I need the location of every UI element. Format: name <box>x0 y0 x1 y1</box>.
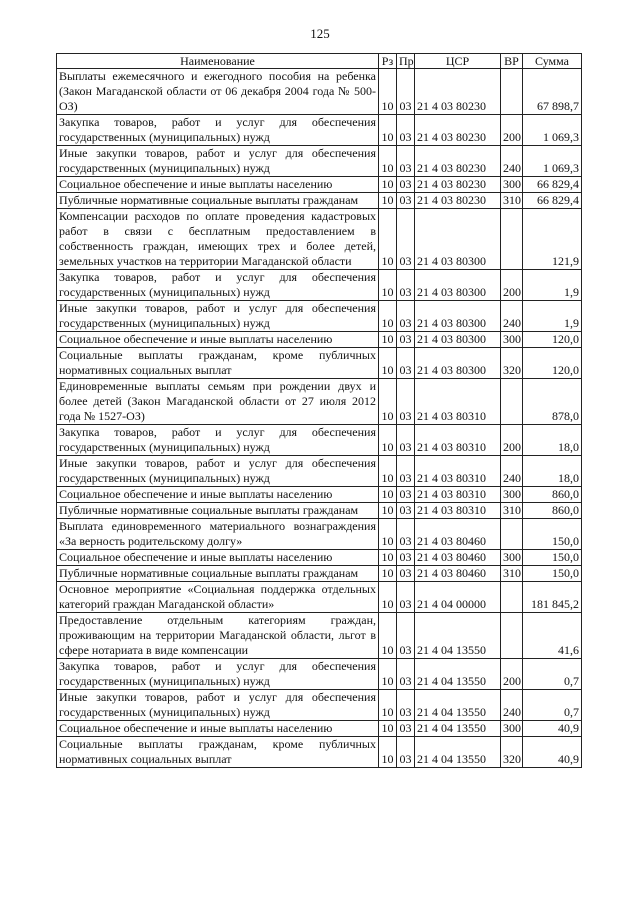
cell-sum: 1,9 <box>523 270 582 301</box>
cell-csr: 21 4 03 80310 <box>415 456 501 487</box>
cell-sum: 121,9 <box>523 209 582 270</box>
cell-pr: 03 <box>397 737 415 768</box>
cell-vr: 240 <box>501 690 523 721</box>
cell-name: Социальное обеспечение и иные выплаты населению <box>57 721 379 737</box>
cell-rz: 10 <box>379 721 397 737</box>
header-sum: Сумма <box>523 54 582 69</box>
cell-csr: 21 4 04 13550 <box>415 659 501 690</box>
cell-sum: 1 069,3 <box>523 146 582 177</box>
cell-sum: 18,0 <box>523 425 582 456</box>
cell-csr: 21 4 04 13550 <box>415 613 501 659</box>
cell-sum: 66 829,4 <box>523 193 582 209</box>
cell-vr: 310 <box>501 503 523 519</box>
cell-name: Закупка товаров, работ и услуг для обеспечения государственных (муниципальных) нужд <box>57 425 379 456</box>
cell-rz: 10 <box>379 177 397 193</box>
cell-rz: 10 <box>379 301 397 332</box>
cell-vr: 310 <box>501 566 523 582</box>
table-row <box>57 659 582 690</box>
table-row <box>57 519 582 550</box>
cell-csr: 21 4 03 80460 <box>415 566 501 582</box>
table-row <box>57 456 582 487</box>
cell-sum: 0,7 <box>523 690 582 721</box>
cell-rz: 10 <box>379 146 397 177</box>
cell-sum: 40,9 <box>523 721 582 737</box>
header-pr: Пр <box>397 54 415 69</box>
cell-pr: 03 <box>397 425 415 456</box>
cell-vr: 240 <box>501 301 523 332</box>
cell-name: Основное мероприятие «Социальная поддержка отдельных категорий граждан Магаданской области» <box>57 582 379 613</box>
table-row <box>57 332 582 348</box>
cell-vr: 240 <box>501 146 523 177</box>
cell-csr: 21 4 03 80230 <box>415 177 501 193</box>
table-row <box>57 270 582 301</box>
cell-csr: 21 4 03 80300 <box>415 348 501 379</box>
table-row <box>57 550 582 566</box>
cell-csr: 21 4 04 13550 <box>415 721 501 737</box>
cell-csr: 21 4 03 80230 <box>415 146 501 177</box>
cell-pr: 03 <box>397 146 415 177</box>
cell-vr <box>501 69 523 115</box>
cell-rz: 10 <box>379 519 397 550</box>
cell-rz: 10 <box>379 613 397 659</box>
cell-vr <box>501 209 523 270</box>
cell-rz: 10 <box>379 270 397 301</box>
cell-rz: 10 <box>379 503 397 519</box>
cell-pr: 03 <box>397 519 415 550</box>
cell-csr: 21 4 03 80300 <box>415 332 501 348</box>
page-number: 125 <box>310 26 330 41</box>
cell-pr: 03 <box>397 690 415 721</box>
cell-name: Закупка товаров, работ и услуг для обеспечения государственных (муниципальных) нужд <box>57 270 379 301</box>
cell-sum: 0,7 <box>523 659 582 690</box>
cell-sum: 18,0 <box>523 456 582 487</box>
cell-name: Выплаты ежемесячного и ежегодного пособия на ребенка (Закон Магаданской области от 06 декабря 2004 года № 500-ОЗ) <box>57 69 379 115</box>
cell-vr <box>501 582 523 613</box>
cell-rz: 10 <box>379 456 397 487</box>
table-row <box>57 690 582 721</box>
cell-sum: 41,6 <box>523 613 582 659</box>
cell-vr <box>501 613 523 659</box>
table-row <box>57 177 582 193</box>
table-row <box>57 193 582 209</box>
cell-rz: 10 <box>379 425 397 456</box>
cell-csr: 21 4 03 80310 <box>415 503 501 519</box>
cell-name: Публичные нормативные социальные выплаты гражданам <box>57 566 379 582</box>
cell-pr: 03 <box>397 332 415 348</box>
table-row <box>57 425 582 456</box>
cell-pr: 03 <box>397 659 415 690</box>
cell-pr: 03 <box>397 115 415 146</box>
cell-rz: 10 <box>379 348 397 379</box>
table-row <box>57 115 582 146</box>
cell-sum: 67 898,7 <box>523 69 582 115</box>
table-row <box>57 503 582 519</box>
cell-name: Социальные выплаты гражданам, кроме публичных нормативных социальных выплат <box>57 737 379 768</box>
cell-csr: 21 4 03 80300 <box>415 270 501 301</box>
header-name: Наименование <box>57 54 379 69</box>
cell-sum: 150,0 <box>523 519 582 550</box>
cell-sum: 120,0 <box>523 332 582 348</box>
cell-pr: 03 <box>397 301 415 332</box>
cell-csr: 21 4 03 80230 <box>415 69 501 115</box>
header-rz: Рз <box>379 54 397 69</box>
table-row <box>57 487 582 503</box>
cell-csr: 21 4 04 13550 <box>415 690 501 721</box>
cell-rz: 10 <box>379 487 397 503</box>
cell-pr: 03 <box>397 503 415 519</box>
cell-sum: 1 069,3 <box>523 115 582 146</box>
cell-name: Иные закупки товаров, работ и услуг для обеспечения государственных (муниципальных) нужд <box>57 146 379 177</box>
cell-sum: 860,0 <box>523 503 582 519</box>
cell-sum: 150,0 <box>523 566 582 582</box>
cell-csr: 21 4 03 80460 <box>415 550 501 566</box>
cell-vr: 300 <box>501 487 523 503</box>
cell-pr: 03 <box>397 177 415 193</box>
cell-name: Публичные нормативные социальные выплаты гражданам <box>57 503 379 519</box>
cell-sum: 860,0 <box>523 487 582 503</box>
cell-pr: 03 <box>397 582 415 613</box>
cell-vr: 320 <box>501 348 523 379</box>
cell-vr: 200 <box>501 425 523 456</box>
cell-rz: 10 <box>379 209 397 270</box>
cell-name: Социальное обеспечение и иные выплаты населению <box>57 332 379 348</box>
cell-rz: 10 <box>379 659 397 690</box>
cell-rz: 10 <box>379 332 397 348</box>
cell-rz: 10 <box>379 115 397 146</box>
cell-vr <box>501 379 523 425</box>
table-row <box>57 209 582 270</box>
cell-csr: 21 4 03 80310 <box>415 379 501 425</box>
header-vr: ВР <box>501 54 523 69</box>
cell-name: Закупка товаров, работ и услуг для обеспечения государственных (муниципальных) нужд <box>57 659 379 690</box>
cell-pr: 03 <box>397 209 415 270</box>
cell-vr: 300 <box>501 721 523 737</box>
cell-pr: 03 <box>397 721 415 737</box>
cell-pr: 03 <box>397 379 415 425</box>
cell-pr: 03 <box>397 270 415 301</box>
cell-sum: 40,9 <box>523 737 582 768</box>
cell-rz: 10 <box>379 566 397 582</box>
cell-rz: 10 <box>379 690 397 721</box>
header-csr: ЦСР <box>415 54 501 69</box>
cell-pr: 03 <box>397 193 415 209</box>
cell-csr: 21 4 03 80230 <box>415 193 501 209</box>
cell-name: Иные закупки товаров, работ и услуг для обеспечения государственных (муниципальных) нужд <box>57 690 379 721</box>
cell-csr: 21 4 03 80310 <box>415 425 501 456</box>
cell-name: Публичные нормативные социальные выплаты гражданам <box>57 193 379 209</box>
budget-table <box>56 53 582 768</box>
cell-name: Социальное обеспечение и иные выплаты населению <box>57 177 379 193</box>
cell-sum: 66 829,4 <box>523 177 582 193</box>
cell-name: Компенсации расходов по оплате проведения кадастровых работ в связи с бесплатным предоставлением в собственность граждан, имеющих трех и более детей, земельных участков на территории Магаданской области <box>57 209 379 270</box>
cell-name: Выплата единовременного материального вознаграждения «За верность родительскому долгу» <box>57 519 379 550</box>
table-row <box>57 301 582 332</box>
table-header-row <box>57 54 582 69</box>
cell-sum: 120,0 <box>523 348 582 379</box>
cell-pr: 03 <box>397 487 415 503</box>
cell-vr: 320 <box>501 737 523 768</box>
cell-vr: 300 <box>501 550 523 566</box>
table-row <box>57 566 582 582</box>
cell-pr: 03 <box>397 69 415 115</box>
cell-sum: 878,0 <box>523 379 582 425</box>
table-row <box>57 613 582 659</box>
table-row <box>57 379 582 425</box>
cell-sum: 1,9 <box>523 301 582 332</box>
cell-pr: 03 <box>397 566 415 582</box>
cell-vr: 200 <box>501 659 523 690</box>
table-row <box>57 348 582 379</box>
cell-csr: 21 4 04 13550 <box>415 737 501 768</box>
cell-rz: 10 <box>379 379 397 425</box>
cell-vr <box>501 519 523 550</box>
cell-rz: 10 <box>379 193 397 209</box>
cell-csr: 21 4 03 80310 <box>415 487 501 503</box>
table-row <box>57 69 582 115</box>
cell-csr: 21 4 03 80230 <box>415 115 501 146</box>
cell-pr: 03 <box>397 348 415 379</box>
cell-vr: 310 <box>501 193 523 209</box>
table-row <box>57 737 582 768</box>
cell-pr: 03 <box>397 550 415 566</box>
cell-rz: 10 <box>379 69 397 115</box>
cell-rz: 10 <box>379 550 397 566</box>
cell-name: Единовременные выплаты семьям при рождении двух и более детей (Закон Магаданской области от 27 июля 2012 года № 1527-ОЗ) <box>57 379 379 425</box>
cell-csr: 21 4 04 00000 <box>415 582 501 613</box>
table-row <box>57 582 582 613</box>
table-row <box>57 721 582 737</box>
cell-vr: 240 <box>501 456 523 487</box>
cell-rz: 10 <box>379 582 397 613</box>
cell-csr: 21 4 03 80300 <box>415 301 501 332</box>
cell-name: Иные закупки товаров, работ и услуг для обеспечения государственных (муниципальных) нужд <box>57 456 379 487</box>
cell-sum: 181 845,2 <box>523 582 582 613</box>
cell-vr: 300 <box>501 332 523 348</box>
cell-pr: 03 <box>397 456 415 487</box>
cell-name: Социальное обеспечение и иные выплаты населению <box>57 487 379 503</box>
cell-name: Социальное обеспечение и иные выплаты населению <box>57 550 379 566</box>
cell-name: Иные закупки товаров, работ и услуг для обеспечения государственных (муниципальных) нужд <box>57 301 379 332</box>
cell-rz: 10 <box>379 737 397 768</box>
cell-vr: 200 <box>501 270 523 301</box>
cell-name: Предоставление отдельным категориям граждан, проживающим на территории Магаданской области, льгот в сфере нотариата в виде компенсации <box>57 613 379 659</box>
cell-csr: 21 4 03 80300 <box>415 209 501 270</box>
table-row <box>57 146 582 177</box>
cell-vr: 300 <box>501 177 523 193</box>
cell-vr: 200 <box>501 115 523 146</box>
cell-csr: 21 4 03 80460 <box>415 519 501 550</box>
cell-sum: 150,0 <box>523 550 582 566</box>
cell-name: Социальные выплаты гражданам, кроме публичных нормативных социальных выплат <box>57 348 379 379</box>
cell-pr: 03 <box>397 613 415 659</box>
cell-name: Закупка товаров, работ и услуг для обеспечения государственных (муниципальных) нужд <box>57 115 379 146</box>
